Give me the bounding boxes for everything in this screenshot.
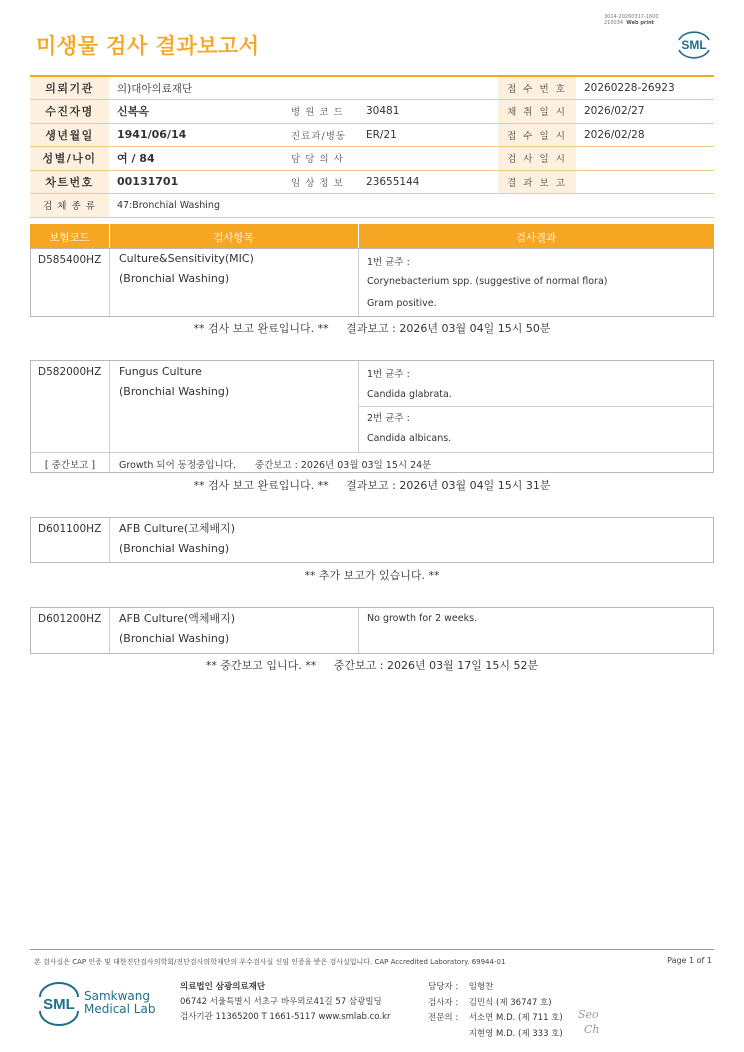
test-date-label: 검 사 일 시 (498, 147, 576, 171)
insurance-code: D601100HZ (38, 523, 102, 535)
tester-name: 김민식 (제 36747 호) (468, 997, 552, 1008)
organization-name: 의료법인 삼광의료재단 (180, 982, 266, 992)
patient-value: 신복옥 (109, 100, 283, 124)
clinical-value: 23655144 (358, 170, 498, 194)
column-divider (358, 249, 359, 316)
interim-message: Growth 되어 동정중입니다. (119, 460, 236, 471)
page-number: Page 1 of 1 (667, 956, 712, 965)
info-row-requester (30, 76, 714, 100)
report-time: 결과보고 : 2026년 03월 04일 15시 31분 (346, 479, 551, 492)
test-item-name: AFB Culture(고체배지) (119, 522, 236, 535)
footer-logo-text (84, 990, 155, 1016)
result-block-culture (30, 248, 714, 317)
test-item-name: AFB Culture(액체배지) (119, 612, 236, 625)
interim-time: 중간보고 : 2026년 03월 03일 15시 24분 (254, 460, 432, 471)
result-text: No growth for 2 weeks. (367, 613, 478, 624)
patient-label: 수진자명 (30, 100, 109, 124)
strain-gram: Gram positive. (367, 298, 437, 309)
receipt-date-label: 접 수 일 시 (498, 123, 576, 147)
interim-tag: [ 중간보고 ] (44, 460, 96, 471)
cap-accreditation-text: 본 검사실은 CAP 인증 및 대한진단검사의학회/진단검사의학재단의 우수검사실 신임 인증을 받은 검사실입니다. CAP Accredited Laboratory. 69944-01 (34, 958, 506, 966)
strain-label: 2번 균주 : (367, 413, 410, 424)
dept-value: ER/21 (358, 123, 498, 147)
insurance-code: D585400HZ (38, 254, 102, 266)
report-value (576, 170, 714, 194)
patient-info-table (30, 75, 714, 218)
receipt-no-value: 20260228-26923 (576, 76, 714, 100)
hospital-code-value: 30481 (358, 100, 498, 124)
chart-label: 차트번호 (30, 170, 109, 194)
manager-label: 담당자 : (428, 982, 459, 992)
receipt-date-value: 2026/02/28 (576, 123, 714, 147)
specialist-name-1: 서소연 M.D. (제 711 호) (468, 1013, 563, 1023)
insurance-code: D601200HZ (38, 613, 102, 625)
chart-value: 00131701 (109, 170, 283, 194)
doctor-label: 담 당 의 사 (283, 147, 358, 171)
interim-text (119, 457, 431, 471)
print-code (604, 14, 659, 26)
test-item-name: Fungus Culture (119, 365, 202, 378)
doctor-value (358, 147, 498, 171)
report-status (30, 567, 714, 583)
page-title: 미생물 검사 결과보고서 (36, 34, 260, 58)
manager-name: 임형찬 (468, 982, 494, 992)
test-item-specimen: (Bronchial Washing) (119, 385, 230, 398)
test-date-value (576, 147, 714, 171)
info-row-sex-age (30, 147, 714, 171)
requester-value: 의)대아의료재단 (109, 76, 498, 100)
samkwang-logo-icon (36, 980, 82, 1026)
column-divider (109, 608, 110, 653)
header-item: 검사항목 (213, 232, 254, 244)
strain-result: Candida glabrata. (367, 389, 452, 400)
sex-age-label: 성별/나이 (30, 147, 109, 171)
column-divider (109, 361, 110, 452)
birth-label: 생년월일 (30, 123, 109, 147)
insurance-code: D582000HZ (38, 366, 102, 378)
strain-result: Corynebacterium spp. (suggestive of normal flora) (367, 276, 608, 287)
test-item-specimen: (Bronchial Washing) (119, 632, 230, 645)
logo-line2: Medical Lab (84, 1002, 156, 1016)
result-block-afb-solid (30, 517, 714, 563)
organization-address (180, 980, 390, 1025)
info-row-specimen (30, 194, 714, 218)
report-status-text: ** 추가 보고가 있습니다. ** (304, 569, 440, 582)
test-item-specimen: (Bronchial Washing) (119, 272, 230, 285)
report-time: 중간보고 : 2026년 03월 17일 15시 52분 (333, 659, 539, 672)
report-status-text: ** 검사 보고 완료입니다. ** (193, 479, 329, 492)
receipt-no-label: 접 수 번 호 (498, 76, 576, 100)
print-code-line1: 3014-20260317-1600 (604, 14, 659, 20)
staff-info (428, 980, 563, 1042)
footer-logo-mark: SML (43, 996, 75, 1013)
info-row-chart (30, 170, 714, 194)
interim-report-row (31, 452, 713, 472)
collect-date-value: 2026/02/27 (576, 100, 714, 124)
column-divider (109, 249, 110, 316)
test-item-name: Culture&Sensitivity(MIC) (119, 252, 254, 265)
dept-label: 진료과/병동 (283, 123, 358, 147)
strain-label: 1번 균주 : (367, 257, 410, 268)
result-block-fungus (30, 360, 714, 473)
strain-result: Candida albicans. (367, 433, 452, 444)
header-code: 보험코드 (49, 232, 90, 244)
info-row-patient (30, 100, 714, 124)
strain-label: 1번 균주 : (367, 369, 410, 380)
print-code-prefix: 210034 (604, 20, 624, 26)
report-status (30, 477, 714, 493)
report-status (30, 657, 714, 673)
report-status (30, 320, 714, 336)
signature-2: Ch (584, 1023, 600, 1036)
column-divider (109, 518, 110, 562)
results-header (30, 224, 714, 248)
specimen-value: 47:Bronchial Washing (109, 194, 714, 218)
column-divider (109, 453, 110, 473)
sex-age-value: 여 / 84 (109, 147, 283, 171)
logo-line1: Samkwang (84, 989, 150, 1003)
collect-date-label: 채 취 일 시 (498, 100, 576, 124)
print-code-bold: Web print (626, 20, 655, 26)
sml-logo-icon (675, 28, 713, 60)
clinical-label: 임 상 정 보 (283, 170, 358, 194)
sml-logo-text: SML (681, 38, 707, 52)
hospital-code-label: 병 원 코 드 (283, 100, 358, 124)
tester-label: 검사자 : (428, 997, 459, 1008)
report-label: 결 과 보 고 (498, 170, 576, 194)
result-divider (359, 406, 713, 407)
birth-value: 1941/06/14 (109, 123, 283, 147)
requester-label: 의뢰기관 (30, 76, 109, 100)
info-row-birth (30, 123, 714, 147)
column-divider (358, 608, 359, 653)
signature-1: Seo (578, 1008, 599, 1021)
report-time: 결과보고 : 2026년 03월 04일 15시 50분 (346, 322, 551, 335)
test-item-specimen: (Bronchial Washing) (119, 542, 230, 555)
footer-divider (30, 949, 714, 950)
address-line: 06742 서울특별시 서초구 바우뫼로41길 57 삼광빌딩 (180, 997, 382, 1007)
result-block-afb-liquid (30, 607, 714, 654)
specialist-label: 전문의 : (428, 1013, 459, 1023)
header-result: 검사결과 (515, 232, 557, 244)
report-status-text: ** 검사 보고 완료입니다. ** (193, 322, 329, 335)
report-status-text: ** 중간보고 입니다. ** (205, 659, 317, 672)
contact-line: 검사기관 11365200 T 1661-5117 www.smlab.co.kr (180, 1012, 391, 1022)
specimen-label: 검 체 종 류 (30, 194, 109, 218)
specialist-name-2: 지현영 M.D. (제 333 호) (468, 1028, 563, 1039)
